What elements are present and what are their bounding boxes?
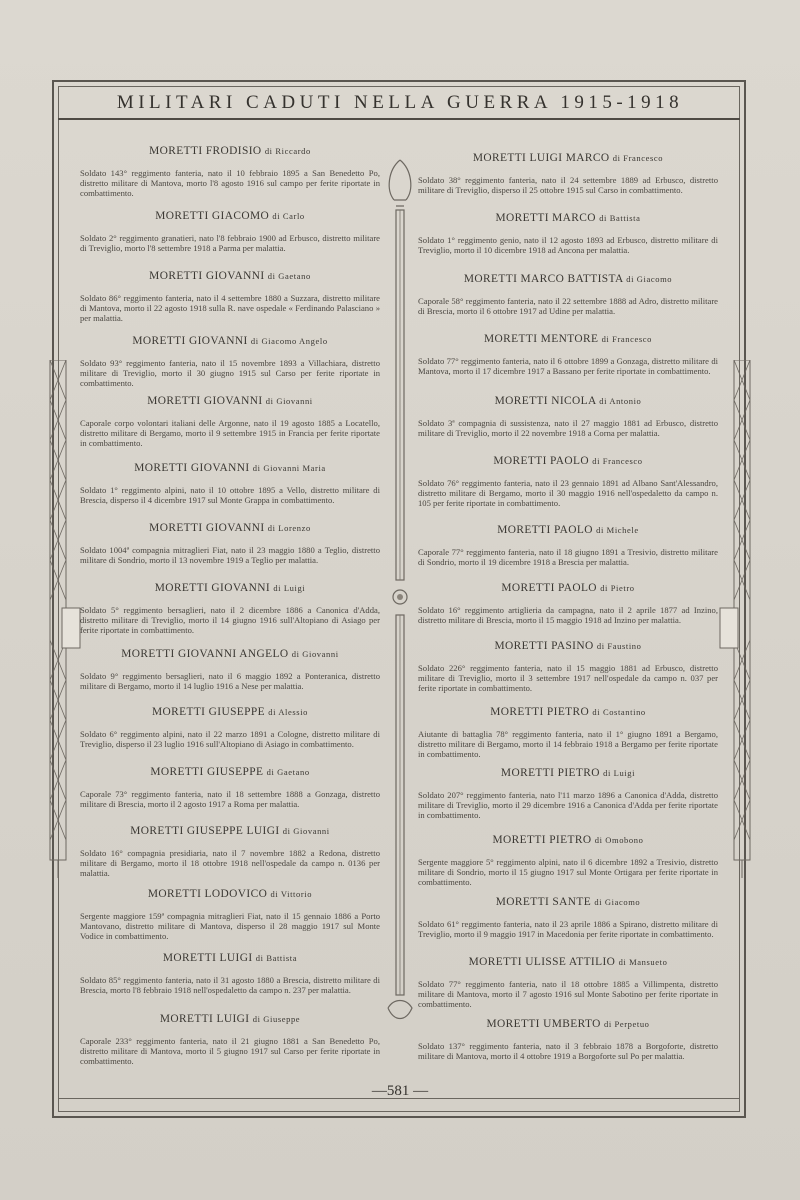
entry-name: MORETTI GIUSEPPE di Alessio [151,706,309,718]
left-side-ornament-icon [48,360,84,880]
entry-name: MORETTI PIETRO di Costantino [490,706,646,718]
entry-text: Soldato 3ª compagnia di sussistenza, nato il 27 maggio 1881 ad Erbusco, distretto militare di Treviglio, morto il 22 novembre 1918 a Corna per malattia. [418,418,718,439]
entry-name: MORETTI LODOVICO di Vittorio [147,888,313,900]
entry-name: MORETTI LUIGI MARCO di Francesco [472,152,664,164]
entry-name: MORETTI GIOVANNI di Gaetano [149,270,311,282]
entry-name: MORETTI PAOLO di Pietro [501,582,635,594]
entry [418,333,718,376]
entry-name: MORETTI GIOVANNI di Giovanni [147,395,313,407]
entry-text: Soldato 85° reggimento fanteria, nato il 31 agosto 1880 a Brescia, distretto militare di Brescia, morto l'8 febbraio 1918 nell'ospedaletto da campo n. 237 per malattia. [80,975,380,996]
entry [80,1013,380,1067]
entry [80,582,380,636]
entry-name: MORETTI PAOLO di Michele [497,524,639,536]
entry-name: MORETTI PIETRO di Omobono [492,834,644,846]
entry-text: Soldato 76° reggimento fanteria, nato il 23 gennaio 1891 ad Albano Sant'Alessandro, distretto militare di Bergamo, morto il 30 maggio 1916 nell'ospedaletto da campo n. 105 per ferite riportate in combattimento. [418,478,718,509]
entry [418,524,718,567]
entry [80,522,380,565]
entry [418,706,718,760]
entry [80,145,380,199]
entry-name: MORETTI SANTE di Giacomo [495,896,641,908]
entry-name: MORETTI MARCO di Battista [495,212,641,224]
entry [418,455,718,509]
entry [80,648,380,691]
entry-text: Soldato 137° reggimento fanteria, nato il 3 febbraio 1878 a Borgoforte, distretto militare di Mantova, morto il 4 ottobre 1919 a Borgoforte sul Po per malattia. [418,1041,718,1062]
entry [80,395,380,449]
entry [80,210,380,253]
entry [418,834,718,888]
entry-text: Soldato 1° reggimento genio, nato il 12 agosto 1893 ad Erbusco, distretto militare di Treviglio, morto il 10 dicembre 1918 ad Ancona per malattia. [418,235,718,256]
right-side-ornament-icon [716,360,752,880]
entry [418,582,718,625]
entry [80,462,380,505]
entry-text: Soldato 77° reggimento fanteria, nato il 6 ottobre 1899 a Gonzaga, distretto militare di Mantova, morto il 17 dicembre 1917 a Bassano per ferite riportate in combattimento. [418,356,718,377]
entry-name: MORETTI GIOVANNI di Luigi [154,582,306,594]
entry-name: MORETTI GIOVANNI di Lorenzo [149,522,311,534]
entry [80,888,380,942]
entry [418,896,718,939]
entry [80,335,380,389]
entry-name: MORETTI MARCO BATTISTA di Giacomo [463,273,673,285]
entry [418,956,718,1010]
bottom-rule [58,1098,740,1099]
entry [418,152,718,195]
entry-text: Soldato 38° reggimento fanteria, nato il 24 settembre 1889 ad Erbusco, distretto militare di Treviglio, disperso il 25 ottobre 1915 sul Carso in combattimento. [418,175,718,196]
title-rule [58,118,740,120]
entry-text: Soldato 226° reggimento fanteria, nato il 15 maggio 1881 ad Erbusco, distretto militare di Treviglio, morto il 3 settembre 1917 nell'ospedale da campo n. 037 per ferite riportate in combattimento. [418,663,718,694]
entry [418,395,718,438]
entry [80,270,380,324]
entry-text: Soldato 6° reggimento alpini, nato il 22 marzo 1891 a Cologne, distretto militare di Treviglio, disperso il 23 luglio 1916 sull'Altopiano di Asiago in combattimento. [80,729,380,750]
entry-text: Aiutante di battaglia 78° reggimento fanteria, nato il 1° giugno 1891 a Bergamo, distretto militare di Bergamo, morto il 14 febbraio 1918 a Bergamo per ferite riportate in combattimento. [418,729,718,760]
entry [418,767,718,821]
entry [80,825,380,879]
entry-text: Soldato 5° reggimento bersaglieri, nato il 2 dicembre 1886 a Canonica d'Adda, distretto militare di Treviglio, morto il 14 giugno 1916 sull'Altopiano di Asiago per ferite riportate in combattimento. [80,605,380,636]
page-number: —581 — [371,1083,429,1099]
entry-text: Caporale corpo volontari italiani delle Argonne, nato il 19 agosto 1885 a Locatello, distretto militare di Bergamo, morto il 9 settembre 1915 in Francia per ferite riportate in combattimento. [80,418,380,449]
entry [80,766,380,809]
entry-name: MORETTI PASINO di Faustino [494,640,642,652]
entry-name: MORETTI GIACOMO di Carlo [155,210,305,222]
entry-text: Soldato 77° reggimento fanteria, nato il 18 ottobre 1885 a Villimpenta, distretto militare di Mantova, morto il 7 agosto 1916 sul Monte Sabotino per ferite riportate in combattimento. [418,979,718,1010]
entry-text: Caporale 73° reggimento fanteria, nato il 18 settembre 1888 a Gonzaga, distretto militare di Brescia, morto il 2 agosto 1917 a Roma per malattia. [80,789,380,810]
entry [418,1018,718,1061]
entry-text: Soldato 16° compagnia presidiaria, nato il 7 novembre 1882 a Redona, distretto militare di Bergamo, morto il 18 ottobre 1918 nell'ospedale da campo n. 0136 per malattia. [80,848,380,879]
entry-text: Soldato 61° reggimento fanteria, nato il 23 aprile 1886 a Spirano, distretto militare di Treviglio, morto il 9 maggio 1917 in Macedonia per ferite riportate in combattimento. [418,919,718,940]
entry [418,273,718,316]
entry-text: Caporale 58° reggimento fanteria, nato il 22 settembre 1888 ad Adro, distretto militare di Brescia, morto il 6 ottobre 1917 ad Udine per malattia. [418,296,718,317]
entry-name: MORETTI GIUSEPPE LUIGI di Giovanni [130,825,330,837]
entry-text: Soldato 207° reggimento fanteria, nato l'11 marzo 1896 a Canonica d'Adda, distretto militare di Treviglio, morto il 29 dicembre 1916 a Canonica d'Adda per ferite riportate in combattimento. [418,790,718,821]
entry-text: Soldato 9° reggimento bersaglieri, nato il 6 maggio 1892 a Ponteranica, distretto militare di Bergamo, morto il 14 luglio 1916 a Nese per malattia. [80,671,380,692]
entry-name: MORETTI GIOVANNI di Giacomo Angelo [132,335,328,347]
entry-name: MORETTI LUIGI di Giuseppe [159,1013,301,1025]
entry-name: MORETTI GIUSEPPE di Gaetano [150,766,310,778]
entry-name: MORETTI FRODISIO di Riccardo [149,145,311,157]
entry-text: Soldato 93° reggimento fanteria, nato il 15 novembre 1893 a Villachiara, distretto militare di Treviglio, morto il 30 giugno 1915 sul Carso per ferite riportate in combattimento. [80,358,380,389]
entry-name: MORETTI UMBERTO di Perpetuo [486,1018,650,1030]
entry [80,952,380,995]
fasces-ornament-icon [380,150,420,1030]
entry-name: MORETTI NICOLA di Antonio [494,395,642,407]
entry-text: Soldato 2° reggimento granatieri, nato l'8 febbraio 1900 ad Erbusco, distretto militare di Treviglio, morto l'8 settembre 1918 a Parma per malattia. [80,233,380,254]
entry-text: Soldato 143° reggimento fanteria, nato il 10 febbraio 1895 a San Benedetto Po, distretto militare di Mantova, morto l'8 agosto 1916 sul campo per ferite riportate in combattimento. [80,168,380,199]
entry-text: Soldato 1004ª compagnia mitraglieri Fiat, nato il 23 maggio 1880 a Teglio, distretto militare di Sondrio, morto il 13 novembre 1919 a Teglio per malattia. [80,545,380,566]
entry-name: MORETTI GIOVANNI ANGELO di Giovanni [121,648,339,660]
entry-text: Soldato 1° reggimento alpini, nato il 10 ottobre 1895 a Vello, distretto militare di Brescia, disperso il 4 dicembre 1917 sul Monte Grappa in combattimento. [80,485,380,506]
page-title: MILITARI CADUTI NELLA GUERRA 1915-1918 [116,92,684,113]
entry-text: Soldato 16° reggimento artiglieria da campagna, nato il 2 aprile 1877 ad Inzino, distretto militare di Brescia, morto il 15 maggio 1918 ad Inzino per malattia. [418,605,718,626]
entry-text: Soldato 86° reggimento fanteria, nato il 4 settembre 1880 a Suzzara, distretto militare di Mantova, morto il 22 agosto 1918 sulla R. nave ospedale « Ferdinando Palasciano » per malattia. [80,293,380,324]
entry-name: MORETTI PAOLO di Francesco [493,455,643,467]
entry-name: MORETTI GIOVANNI di Giovanni Maria [134,462,326,474]
entry [80,706,380,749]
entry-text: Caporale 77° reggimento fanteria, nato il 18 giugno 1891 a Tresivio, distretto militare di Sondrio, morto il 19 dicembre 1918 a Brescia per malattia. [418,547,718,568]
entry-text: Sergente maggiore 159ª compagnia mitraglieri Fiat, nato il 15 gennaio 1886 a Porto Mantovano, distretto militare di Mantova, disperso il 28 maggio 1917 sul Monte Vodice in combattimento. [80,911,380,942]
entry-name: MORETTI PIETRO di Luigi [500,767,636,779]
entry-name: MORETTI LUIGI di Battista [162,952,298,964]
entry-text: Caporale 233° reggimento fanteria, nato il 21 giugno 1881 a San Benedetto Po, distretto militare di Mantova, morto il 5 giugno 1917 sul Carso per ferite riportate in combattimento. [80,1036,380,1067]
entry [418,212,718,255]
entry-name: MORETTI ULISSE ATTILIO di Mansueto [468,956,668,968]
entry-name: MORETTI MENTORE di Francesco [484,333,652,345]
entry-text: Sergente maggiore 5° reggimento alpini, nato il 6 dicembre 1892 a Tresivio, distretto militare di Sondrio, morto il 15 giugno 1917 sul Monte Ortigara per ferite riportate in combattimento. [418,857,718,888]
entry [418,640,718,694]
